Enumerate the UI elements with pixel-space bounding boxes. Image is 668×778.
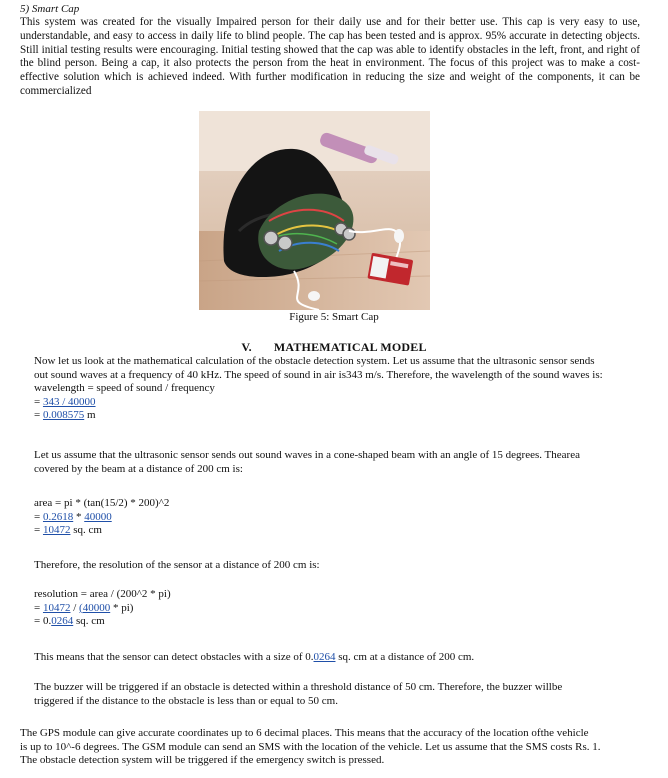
value-link[interactable]: 10472 (42, 524, 71, 536)
value-link[interactable]: 40000 (84, 510, 112, 523)
figure-caption: Figure 5: Smart Cap (289, 311, 379, 323)
gps-paragraph (20, 727, 601, 768)
gps-line: The GPS module can give accurate coordinates up to 6 decimal places. This means that the accuracy of the location ofthe vehicle (20, 727, 589, 739)
operator-text: / (70, 601, 80, 614)
detect-line (34, 651, 474, 665)
eq-prefix: = (34, 601, 43, 614)
section-heading (0, 340, 668, 355)
smart-cap-photo (199, 111, 430, 310)
buzzer-line: triggered if the distance to the obstacle is less than or equal to 50 cm. (34, 694, 338, 707)
resolution-step (34, 602, 171, 616)
wavelength-step (34, 396, 603, 410)
eq-prefix: = (34, 409, 43, 421)
value-link[interactable]: 0264 (51, 615, 74, 627)
eq-prefix: = (34, 524, 43, 536)
resolution-step (34, 615, 171, 629)
resolution-formula: resolution = area / (200^2 * pi) (34, 588, 171, 600)
buzzer-line: The buzzer will be triggered if an obstacle is detected within a threshold distance of 50 cm. Therefore, the buzzer willbe (34, 681, 563, 693)
area-step (34, 524, 169, 538)
value-link[interactable]: 0.008575 (42, 409, 85, 421)
math-intro-line: out sound waves at a frequency of 40 kHz. The speed of sound in air is343 m/s. Therefore, the wavelength of the sound waves is: (34, 368, 603, 381)
value-link[interactable]: 343 / 40000 (42, 395, 96, 408)
math-intro (34, 355, 603, 423)
value-link[interactable]: 0.2618 (42, 510, 74, 523)
resolution-calculation (34, 588, 171, 629)
detect-suffix: sq. cm at a distance of 200 cm. (335, 651, 475, 663)
value-link[interactable]: 10472 (42, 601, 71, 614)
operator-text: * (73, 510, 85, 523)
eq-prefix: = (34, 395, 43, 408)
cone-line: covered by the beam at a distance of 200 cm is: (34, 462, 243, 475)
value-link[interactable]: 0264 (313, 651, 336, 663)
area-calculation (34, 497, 169, 538)
section-number: V. (241, 340, 252, 354)
section-title: MATHEMATICAL MODEL (273, 340, 427, 354)
area-step (34, 511, 169, 525)
gps-line: The obstacle detection system will be triggered if the emergency switch is pressed. (20, 754, 385, 766)
subsection-heading: 5) Smart Cap (20, 3, 80, 15)
value-link[interactable]: (40000 (79, 601, 111, 614)
wavelength-step (34, 409, 603, 423)
gps-line: is up to 10^-6 degrees. The GSM module can send an SMS with the location of the vehicle. Let us assume that the SMS costs Rs. 1. (20, 740, 601, 753)
math-intro-line: Now let us look at the mathematical calculation of the obstacle detection system. Let us assume that the ultrasonic sensor sends (34, 355, 595, 367)
area-formula: area = pi * (tan(15/2) * 200)^2 (34, 497, 170, 509)
cone-paragraph (34, 449, 580, 476)
unit-text: sq. cm (70, 524, 102, 536)
eq-prefix: = (34, 510, 43, 523)
detect-prefix: This means that the sensor can detect obstacles with a size of 0. (34, 651, 314, 663)
resolution-intro-line: Therefore, the resolution of the sensor at a distance of 200 cm is: (34, 559, 320, 571)
smart-cap-paragraph: This system was created for the visually Impaired person for their daily use and for their better use. This cap is very easy to use, understandable, and easy to access in daily life to blind people. The cap has been tested and is approx. 95% accurate in detecting objects. Still initial testing results were encouraging. Initial testing showed that the cap was able to identify obstacles in the left, front, and right of the blind person. Being a cap, it also protects the person from the heat in environment. The focus of this project was to make a cost-effective solution which is achieved indeed. With further modification in reducing the size and weight of the components, it can be commercialized (20, 16, 640, 97)
operator-text: * pi) (110, 601, 134, 614)
cone-line: Let us assume that the ultrasonic sensor sends out sound waves in a cone-shaped beam with an angle of 15 degrees. Thearea (34, 449, 580, 461)
wavelength-formula: wavelength = speed of sound / frequency (34, 382, 215, 394)
buzzer-paragraph (34, 681, 562, 708)
unit-text: sq. cm (73, 615, 105, 627)
resolution-intro (34, 559, 320, 573)
unit-text: m (84, 409, 96, 421)
eq-prefix: = 0. (34, 615, 52, 627)
detect-statement (34, 651, 474, 665)
